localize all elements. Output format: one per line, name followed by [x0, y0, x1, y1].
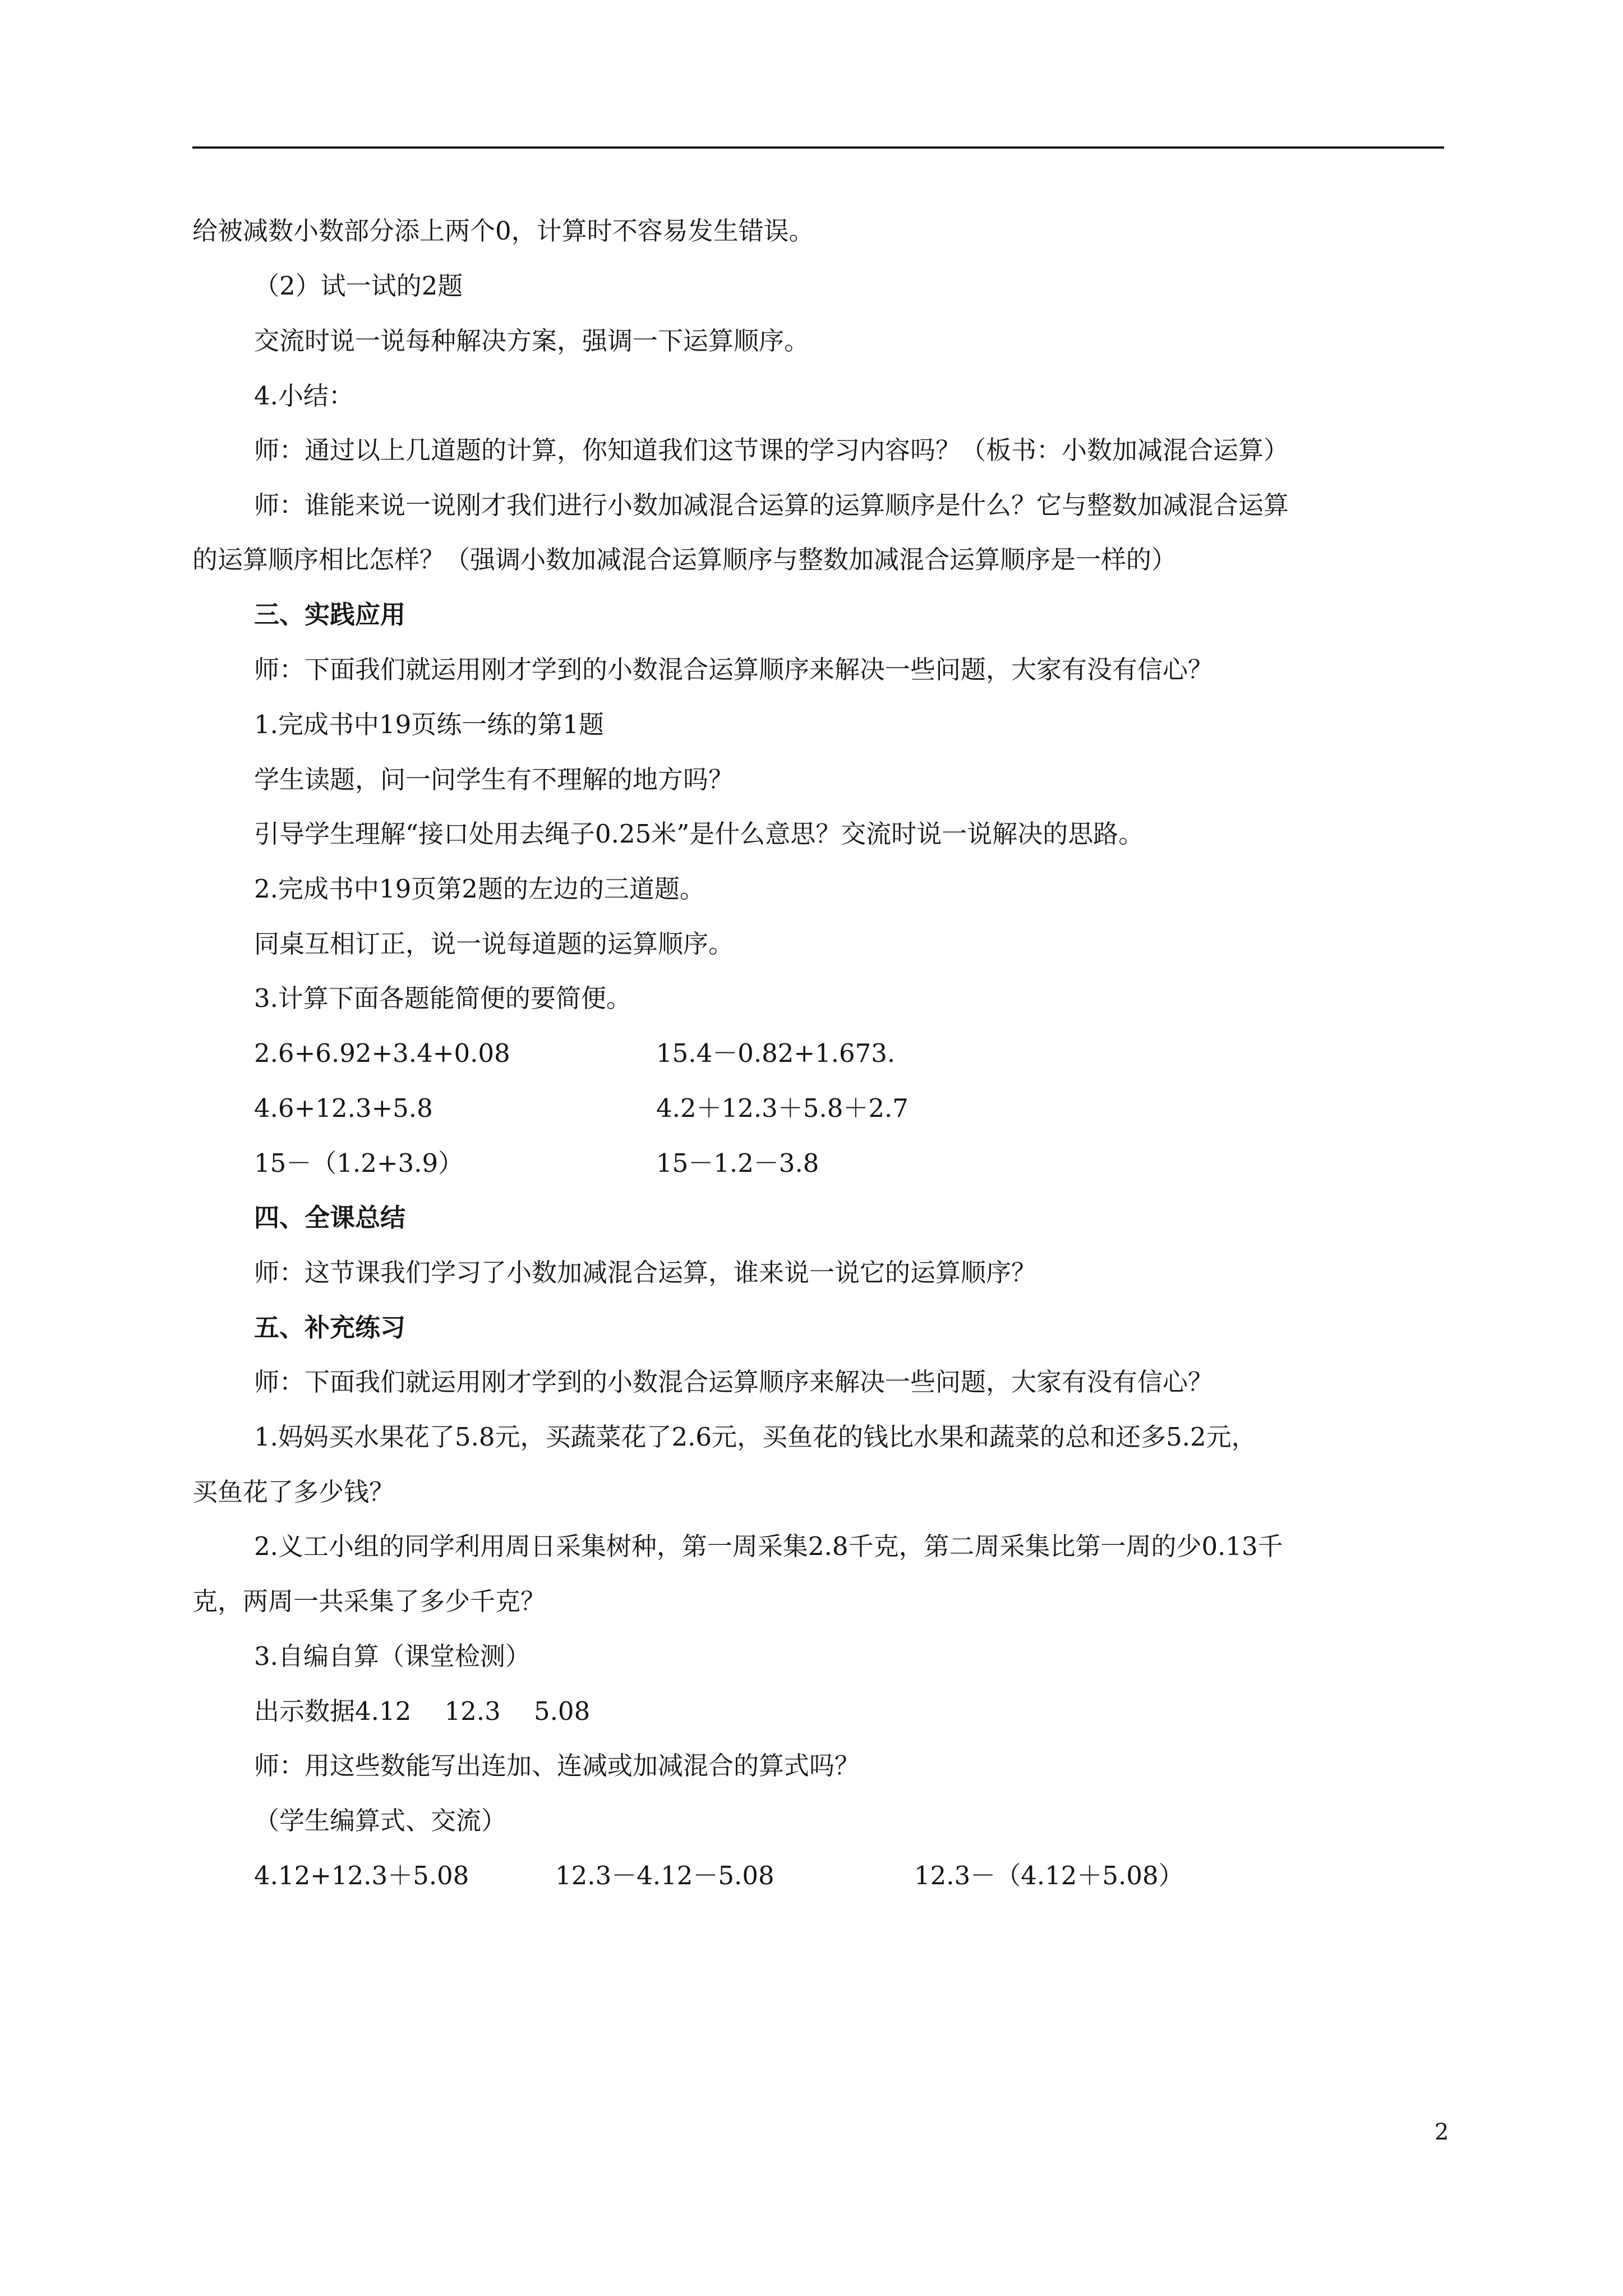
section-heading-practice: 三、实践应用 [254, 600, 406, 629]
text-line: 1.完成书中19页练一练的第1题 [254, 710, 604, 739]
text-line: 同桌互相订正，说一说每道题的运算顺序。 [254, 929, 734, 959]
subheading: （2）试一试的2题 [254, 271, 463, 301]
final-expression: 12.3－4.12－5.08 [555, 1861, 774, 1890]
text-line: （学生编算式、交流） [254, 1806, 507, 1835]
calc-expression: 15.4－0.82+1.673. [656, 1038, 896, 1068]
calc-expression: 2.6+6.92+3.4+0.08 [254, 1038, 510, 1068]
page-number: 2 [1435, 2119, 1449, 2145]
text-line: 买鱼花了多少钱？ [192, 1477, 395, 1507]
text-line: 1.妈妈买水果花了5.8元，买蔬菜花了2.6元，买鱼花的钱比水果和蔬菜的总和还多5.2元， [254, 1422, 1257, 1452]
subheading: 4.小结： [254, 381, 354, 411]
text-line: 2.完成书中19页第2题的左边的三道题。 [254, 874, 705, 904]
text-line: 师：用这些数能写出连加、连减或加减混合的算式吗？ [254, 1751, 860, 1780]
section-heading-summary: 四、全课总结 [254, 1203, 406, 1232]
calc-expression: 4.6+12.3+5.8 [254, 1093, 433, 1123]
section-heading-exercises: 五、补充练习 [254, 1313, 406, 1342]
header-rule [192, 146, 1444, 149]
text-line: 师：通过以上几道题的计算，你知道我们这节课的学习内容吗？（板书：小数加减混合运算） [254, 435, 1289, 465]
text-line: 3.计算下面各题能简便的要简便。 [254, 983, 631, 1013]
text-line: 师：下面我们就运用刚才学到的小数混合运算顺序来解决一些问题，大家有没有信心？ [254, 655, 1214, 684]
calc-expression: 15－（1.2+3.9） [254, 1148, 464, 1178]
final-expression: 4.12+12.3＋5.08 [254, 1861, 469, 1890]
final-expression: 12.3－（4.12＋5.08） [914, 1861, 1184, 1890]
text-line: 交流时说一说每种解决方案，强调一下运算顺序。 [254, 326, 810, 356]
text-line: 师：谁能来说一说刚才我们进行小数加减混合运算的运算顺序是什么？它与整数加减混合运算 [254, 490, 1289, 520]
text-line: 3.自编自算（课堂检测） [254, 1641, 531, 1671]
text-line: 师：下面我们就运用刚才学到的小数混合运算顺序来解决一些问题，大家有没有信心？ [254, 1367, 1214, 1397]
text-line: 引导学生理解“接口处用去绳子0.25米”是什么意思？交流时说一说解决的思路。 [254, 819, 1144, 849]
calc-expression: 4.2＋12.3＋5.8＋2.7 [656, 1093, 909, 1123]
calc-expression: 15－1.2－3.8 [656, 1148, 819, 1178]
text-line: 师：这节课我们学习了小数加减混合运算，谁来说一说它的运算顺序？ [254, 1258, 1037, 1287]
text-line: 给被减数小数部分添上两个0，计算时不容易发生错误。 [192, 216, 814, 246]
text-line: 的运算顺序相比怎样？（强调小数加减混合运算顺序与整数加减混合运算顺序是一样的） [192, 545, 1177, 574]
text-line: 出示数据4.12 12.3 5.08 [254, 1696, 591, 1726]
text-line: 2.义工小组的同学利用周日采集树种，第一周采集2.8千克，第二周采集比第一周的少0.13千 [254, 1531, 1283, 1561]
text-line: 学生读题，问一问学生有不理解的地方吗？ [254, 765, 734, 794]
text-line: 克，两周一共采集了多少千克？ [192, 1586, 546, 1616]
